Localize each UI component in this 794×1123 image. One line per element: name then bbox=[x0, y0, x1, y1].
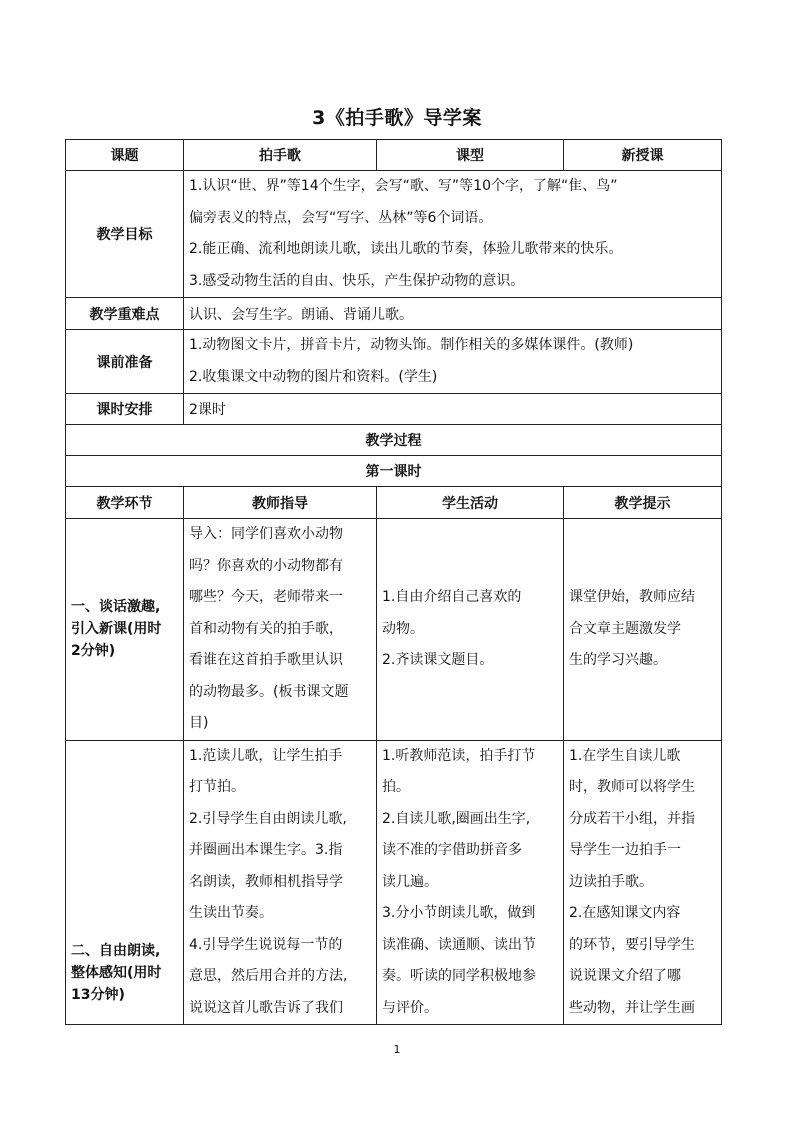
column-header-tips: 教学提示 bbox=[564, 487, 722, 519]
student-cell bbox=[377, 519, 564, 741]
goals-row bbox=[66, 171, 722, 298]
student-line: 1.听教师范读，拍手打节 bbox=[382, 747, 536, 764]
tips-line: 的环节，要引导学生 bbox=[569, 936, 695, 953]
topic-value: 拍手歌 bbox=[184, 140, 377, 171]
goal-line: 偏旁表义的特点，会写“写字、丛林”等6个词语。 bbox=[189, 209, 493, 226]
teacher-line: 打节拍。 bbox=[189, 779, 245, 795]
column-header-stage: 教学环节 bbox=[66, 487, 184, 519]
process-heading-row bbox=[66, 425, 722, 456]
goals-content bbox=[184, 171, 722, 298]
goal-line: 3.感受动物生活的自由、快乐，产生保护动物的意识。 bbox=[189, 272, 525, 289]
preparation-line: 1.动物图文卡片，拼音卡片，动物头饰。制作相关的多媒体课件。(教师) bbox=[189, 337, 634, 353]
student-cell bbox=[377, 740, 564, 1025]
teacher-line: 导入：同学们喜欢小动物 bbox=[189, 526, 343, 542]
teacher-line: 目) bbox=[189, 715, 209, 731]
tips-line: 些动物，并让学生画 bbox=[569, 999, 695, 1016]
student-line: 动物。 bbox=[382, 620, 424, 637]
goals-label: 教学目标 bbox=[66, 171, 184, 298]
teacher-line: 吗？你喜欢的小动物都有 bbox=[189, 557, 343, 574]
student-line: 拍。 bbox=[382, 779, 410, 795]
stage-cell bbox=[66, 740, 184, 1025]
tips-line: 导学生一边拍手一 bbox=[569, 842, 681, 858]
student-line: 奏。听读的同学积极地参 bbox=[382, 968, 536, 984]
stage-line: 整体感知(用时 bbox=[71, 965, 162, 981]
goal-line: 1.认识“世、界”等14个生字，会写“歌、写”等10个字，了解“隹、鸟” bbox=[189, 178, 618, 194]
tips-line: 1.在学生自读儿歌 bbox=[569, 747, 681, 764]
topic-label: 课题 bbox=[66, 140, 184, 171]
student-line: 3.分小节朗读儿歌，做到 bbox=[382, 905, 536, 921]
schedule-text: 2课时 bbox=[184, 394, 722, 425]
stage-line: 引入新课(用时 bbox=[71, 621, 162, 638]
stage-line: 二、自由朗读, bbox=[71, 943, 161, 959]
teacher-line: 的动物最多。(板书课文题 bbox=[189, 683, 349, 700]
teacher-line: 看谁在这首拍手歌里认识 bbox=[189, 652, 343, 668]
column-header-row bbox=[66, 487, 722, 519]
tips-line: 课堂伊始，教师应结 bbox=[569, 589, 695, 605]
tips-line: 2.在感知课文内容 bbox=[569, 905, 681, 921]
tips-line: 边读拍手歌。 bbox=[569, 873, 653, 890]
column-header-student: 学生活动 bbox=[377, 487, 564, 519]
type-value: 新授课 bbox=[564, 140, 722, 171]
teacher-line: 生读出节奏。 bbox=[189, 905, 273, 921]
stage-line: 一、谈话激趣, bbox=[71, 599, 161, 616]
student-line: 读不准的字借助拼音多 bbox=[382, 842, 522, 858]
key-points-text: 认识、会写生字。朗诵、背诵儿歌。 bbox=[184, 298, 722, 330]
preparation-row bbox=[66, 330, 722, 394]
document-title: 3《拍手歌》导学案 bbox=[312, 107, 482, 129]
teacher-line: 说说这首儿歌告诉了我们 bbox=[189, 999, 343, 1016]
preparation-line: 2.收集课文中动物的图片和资料。(学生) bbox=[189, 368, 438, 385]
page-number: 1 bbox=[393, 1043, 401, 1056]
student-line: 1.自由介绍自己喜欢的 bbox=[382, 589, 522, 605]
teacher-line: 1.范读儿歌，让学生拍手 bbox=[189, 747, 343, 764]
tips-line: 时，教师可以将学生 bbox=[569, 779, 695, 795]
key-points-label: 教学重难点 bbox=[66, 298, 184, 330]
key-points-row bbox=[66, 298, 722, 330]
teacher-line: 名朗读，教师相机指导学 bbox=[189, 873, 343, 890]
student-line: 2.自读儿歌,圈画出生字, bbox=[382, 810, 531, 827]
type-label: 课型 bbox=[377, 140, 564, 171]
lesson-heading-row bbox=[66, 456, 722, 487]
teacher-cell bbox=[184, 740, 377, 1025]
column-header-teacher: 教师指导 bbox=[184, 487, 377, 519]
teacher-line: 哪些？今天，老师带来一 bbox=[189, 589, 343, 605]
stage-line: 13分钟) bbox=[71, 987, 125, 1003]
teacher-line: 意思，然后用合并的方法, bbox=[189, 968, 348, 984]
stage-row-1 bbox=[66, 519, 722, 741]
schedule-label: 课时安排 bbox=[66, 394, 184, 425]
teacher-line: 4.引导学生说说每一节的 bbox=[189, 936, 343, 953]
stage-line: 2分钟) bbox=[71, 643, 116, 660]
student-line: 读几遍。 bbox=[382, 873, 438, 890]
teacher-line: 并圈画出本课生字。3.指 bbox=[189, 842, 343, 858]
teacher-line: 2.引导学生自由朗读儿歌, bbox=[189, 810, 347, 827]
teacher-line: 首和动物有关的拍手歌， bbox=[189, 620, 343, 637]
stage-cell bbox=[66, 519, 184, 741]
goal-line: 2.能正确、流利地朗读儿歌，读出儿歌的节奏，体验儿歌带来的快乐。 bbox=[189, 241, 623, 257]
preparation-label: 课前准备 bbox=[66, 330, 184, 394]
process-heading: 教学过程 bbox=[66, 425, 722, 456]
tips-line: 合文章主题激发学 bbox=[569, 620, 681, 637]
lesson-heading: 第一课时 bbox=[66, 456, 722, 487]
tips-cell bbox=[564, 519, 722, 741]
tips-cell bbox=[564, 740, 722, 1025]
student-line: 读准确、读通顺、读出节 bbox=[382, 936, 536, 953]
header-row bbox=[66, 140, 722, 171]
student-line: 与评价。 bbox=[382, 999, 438, 1016]
teacher-cell bbox=[184, 519, 377, 741]
tips-line: 生的学习兴趣。 bbox=[569, 652, 667, 668]
tips-line: 说说课文介绍了哪 bbox=[569, 968, 681, 984]
stage-row-2 bbox=[66, 740, 722, 1025]
schedule-row bbox=[66, 394, 722, 425]
preparation-content bbox=[184, 330, 722, 394]
student-line: 2.齐读课文题目。 bbox=[382, 652, 494, 668]
tips-line: 分成若干小组，并指 bbox=[569, 810, 695, 827]
lesson-plan-table bbox=[65, 139, 722, 1025]
